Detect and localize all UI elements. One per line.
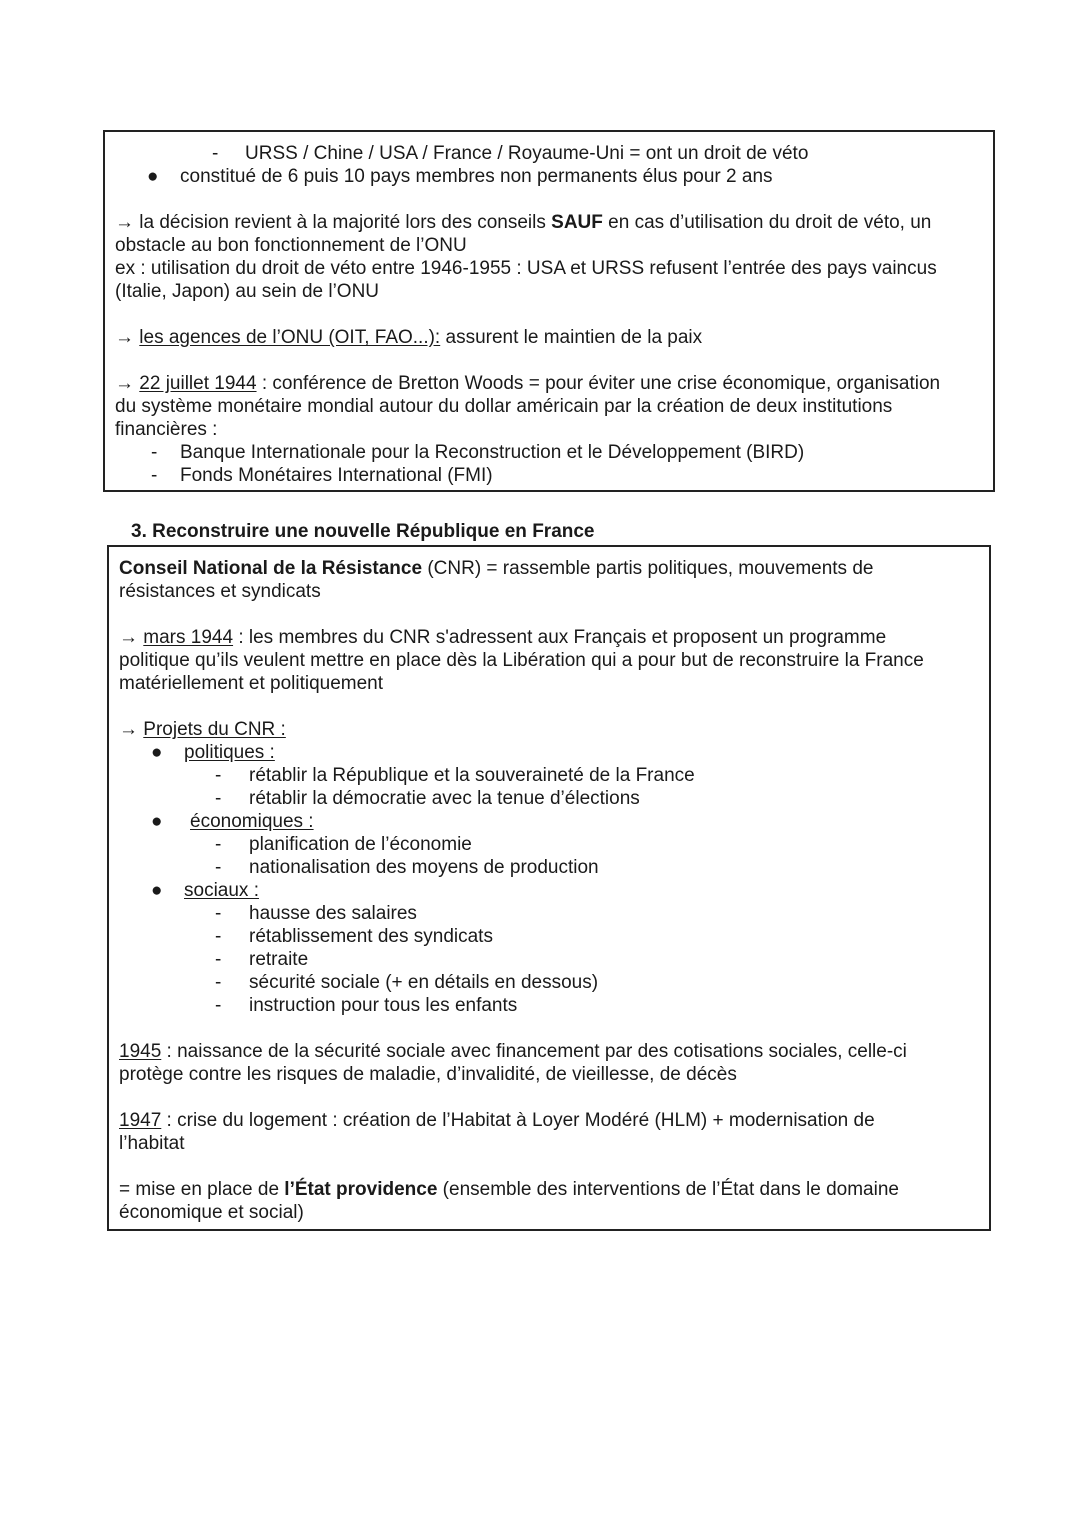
decision-paragraph-line2: obstacle au bon fonctionnement de l’ONU [115,235,467,256]
year-1945-text: : naissance de la sécurité sociale avec financement par des cotisations sociales, celle-ci [161,1041,907,1062]
cnr-bold: Conseil National de la Résistance [119,558,423,579]
year-1945-line1 [119,1040,979,1063]
arrow-glyph: → [115,373,134,394]
etat-providence-bold: l’État providence [284,1179,438,1200]
economiques-item-text: planification de l’économie [249,834,472,855]
politiques-item [119,787,979,810]
etat-text-cont: (ensemble des interventions de l’État dans le domaine [437,1179,899,1200]
politiques-item [119,764,979,787]
section-heading: 3. Reconstruire une nouvelle République en France [131,521,595,542]
dash-marker: - [151,442,158,463]
dash-marker: - [215,972,222,993]
mars-1944-line3: matériellement et politiquement [119,673,384,694]
dash-marker: - [215,788,222,809]
decision-text: la décision revient à la majorité lors des conseils [139,212,552,233]
veto-countries-text: URSS / Chine / USA / France / Royaume-Uni = ont un droit de véto [245,143,809,164]
institution-fmi [115,464,983,487]
sociaux-label: sociaux : [184,880,259,901]
year-1947-text: : crise du logement : création de l’Habitat à Loyer Modéré (HLM) + modernisation de [161,1110,875,1131]
bullet-marker: ● [151,880,163,901]
institution-bird [115,441,983,464]
dash-marker: - [215,949,222,970]
decision-text-cont: en cas d’utilisation du droit de véto, un [602,212,932,233]
mars-1944-date: mars 1944 [143,627,234,648]
bullet-marker: ● [147,166,159,187]
veto-countries-line [115,142,983,165]
bretton-woods-line2: du système monétaire mondial autour du dollar américain par la création de deux institutions [115,396,893,417]
decision-paragraph-line1 [115,211,983,234]
non-permanent-members-line [115,165,983,188]
cnr-definition-line1 [119,557,979,580]
year-1947: 1947 [119,1110,162,1131]
arrow-glyph: → [115,212,134,233]
etat-text: = mise en place de [119,1179,285,1200]
veto-example-line1: ex : utilisation du droit de véto entre 1946-1955 : USA et URSS refusent l’entrée des pays vaincus [115,258,937,279]
politiques-label: politiques : [184,742,275,763]
dash-marker: - [215,903,222,924]
bretton-woods-text: : conférence de Bretton Woods = pour éviter une crise économique, organisation [256,373,941,394]
projets-economiques [119,810,979,833]
sociaux-item [119,925,979,948]
year-1945-line2: protège contre les risques de maladie, d’invalidité, de vieillesse, de décès [119,1064,737,1085]
etat-providence-line1 [119,1178,979,1201]
year-1947-line2: l’habitat [119,1133,185,1154]
sociaux-item [119,948,979,971]
projets-heading [119,718,979,741]
sociaux-item-text: instruction pour tous les enfants [249,995,518,1016]
arrow-glyph: → [115,327,134,348]
sociaux-item-text: retraite [249,949,309,970]
institution-fmi-text: Fonds Monétaires International (FMI) [180,465,493,486]
arrow-glyph: → [119,719,138,740]
dash-marker: - [215,765,222,786]
economiques-label: économiques : [190,811,314,832]
bullet-marker: ● [151,811,163,832]
bullet-marker: ● [151,742,163,763]
bretton-woods-line1 [115,372,983,395]
dash-marker: - [215,834,222,855]
non-permanent-members-text: constitué de 6 puis 10 pays membres non permanents élus pour 2 ans [180,166,773,187]
economiques-item [119,856,979,879]
economiques-item-text: nationalisation des moyens de production [249,857,599,878]
bretton-woods-date: 22 juillet 1944 [139,373,257,394]
agencies-line [115,326,983,349]
arrow-glyph: → [119,627,138,648]
mars-1944-line2: politique qu’ils veulent mettre en place dès la Libération qui a pour but de reconstruire la France [119,650,924,671]
cnr-notes-box [107,545,991,1231]
projets-politiques [119,741,979,764]
dash-marker: - [215,926,222,947]
institution-bird-text: Banque Internationale pour la Reconstruction et le Développement (BIRD) [180,442,805,463]
cnr-definition-text: (CNR) = rassemble partis politiques, mouvements de [422,558,874,579]
economiques-item [119,833,979,856]
sociaux-item [119,994,979,1017]
cnr-definition-line2: résistances et syndicats [119,581,321,602]
sociaux-item-text: sécurité sociale (+ en détails en dessous) [249,972,599,993]
year-1947-line1 [119,1109,979,1132]
dash-marker: - [212,143,219,164]
politiques-item-text: rétablir la République et la souveraineté de la France [249,765,695,786]
sociaux-item-text: hausse des salaires [249,903,417,924]
agencies-text: assurent le maintien de la paix [440,327,703,348]
mars-1944-text: : les membres du CNR s'adressent aux Français et proposent un programme [233,627,887,648]
sauf-bold: SAUF [551,212,603,233]
dash-marker: - [215,857,222,878]
dash-marker: - [151,465,158,486]
veto-example-line2: (Italie, Japon) au sein de l’ONU [115,281,380,302]
politiques-item-text: rétablir la démocratie avec la tenue d’élections [249,788,640,809]
un-notes-box [103,130,995,492]
dash-marker: - [215,995,222,1016]
agencies-underlined: les agences de l’ONU (OIT, FAO...): [139,327,441,348]
projets-underlined: Projets du CNR : [143,719,286,740]
etat-providence-line2: économique et social) [119,1202,304,1223]
sociaux-item [119,902,979,925]
projets-sociaux [119,879,979,902]
year-1945: 1945 [119,1041,162,1062]
sociaux-item-text: rétablissement des syndicats [249,926,493,947]
bretton-woods-line3: financières : [115,419,218,440]
sociaux-item [119,971,979,994]
mars-1944-line1 [119,626,979,649]
